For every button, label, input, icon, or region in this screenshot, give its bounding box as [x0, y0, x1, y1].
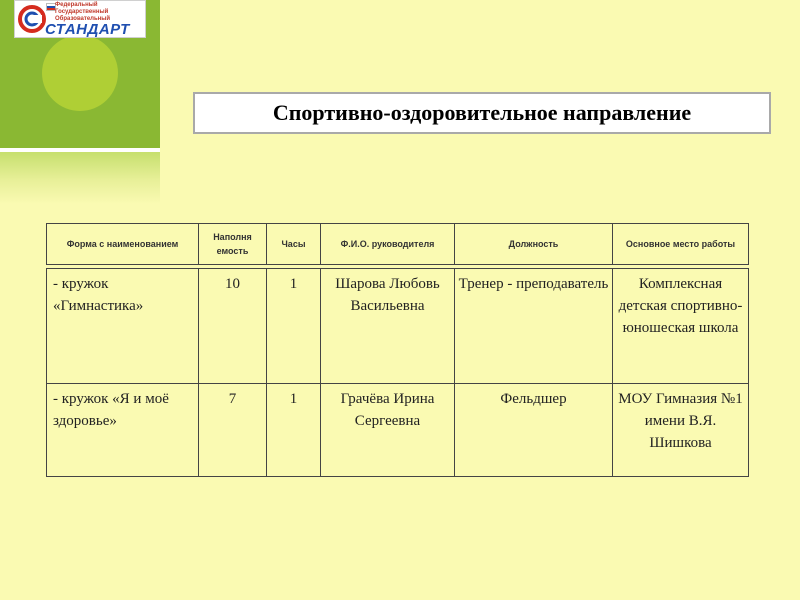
header-capacity: Наполня емость [199, 224, 267, 265]
cell-position: Фельдшер [455, 384, 613, 477]
table-header [46, 223, 749, 265]
header-leader: Ф.И.О. руководителя [321, 224, 455, 265]
fgos-logo [14, 0, 146, 38]
logo-line-1: Федеральный [55, 2, 98, 8]
header-position: Должность [455, 224, 613, 265]
cell-hours: 1 [267, 384, 321, 477]
decorative-circle [42, 35, 118, 111]
table-row [47, 269, 749, 384]
cell-form: - кружок «Гимнастика» [47, 269, 199, 384]
header-row [47, 224, 749, 265]
logo-word: СТАНДАРТ [45, 21, 130, 38]
header-form: Форма с наименованием [47, 224, 199, 265]
header-workplace: Основное место работы [613, 224, 749, 265]
page-title-box [193, 92, 771, 134]
logo-line-3: Образовательный [55, 16, 111, 22]
page-title: Спортивно-оздоровительное направление [272, 100, 692, 125]
activities-table [46, 268, 749, 477]
cell-leader: Грачёва Ирина Сергеевна [321, 384, 455, 477]
table-row [47, 384, 749, 477]
cell-workplace: МОУ Гимназия №1 имени В.Я. Шишкова [613, 384, 749, 477]
cell-hours: 1 [267, 269, 321, 384]
logo-line-2: Государственный [55, 9, 109, 15]
cell-workplace: Комплексная детская спортивно-юношеская школа [613, 269, 749, 384]
cell-form: - кружок «Я и моё здоровье» [47, 384, 199, 477]
cell-capacity: 10 [199, 269, 267, 384]
cell-leader: Шарова Любовь Васильевна [321, 269, 455, 384]
cell-position: Тренер - преподаватель [455, 269, 613, 384]
cell-capacity: 7 [199, 384, 267, 477]
header-hours: Часы [267, 224, 321, 265]
decorative-gradient [0, 152, 160, 204]
logo-emblem-icon [18, 3, 46, 35]
